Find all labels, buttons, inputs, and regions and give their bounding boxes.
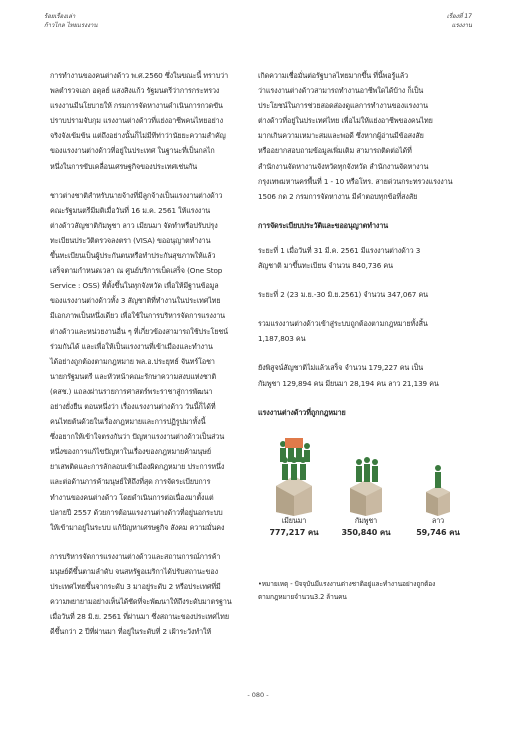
text-line: พลตำรวจเอก อดุลย์ แสงสิงแก้ว รัฐมนตรีว่าการกระทรวง — [50, 86, 220, 96]
text-line: หนึ่งในการขับเคลื่อนเศรษฐกิจของประเทศเช่นกัน — [50, 161, 198, 171]
text-line: และต่อด้านการค้ามนุษย์ให้ถึงที่สุด การจัดระเบียบการ — [50, 477, 211, 487]
figure-item-myanmar — [258, 428, 330, 578]
text-line: (คสช.) แถลงผ่านรายการศาสตร์พระราชาสู่การพัฒนา — [50, 386, 213, 396]
figure-value-laos: 59,746 คน — [416, 527, 460, 537]
text-line: ต่างด้าวสัญชาติกัมพูชา ลาว เมียนมา จัดทำหรือปรับปรุง — [50, 220, 218, 230]
figure-label-laos: ลาว — [431, 515, 445, 525]
figure-item-laos — [402, 428, 474, 578]
figure-label-myanmar: เมียนมา — [281, 515, 307, 525]
text-line: คนไทยต้นด้วยในเรื่องกฎหมายและการปฏิรูปมาทั้งนี้ — [50, 417, 206, 427]
text-line: ทะเบียนประวัติตรวจลงตรา (VISA) ขออนุญาตทำงาน — [50, 235, 211, 245]
text-line: กรุงเทพมหานครพื้นที่ 1 - 10 หรือโทร. สายด่วนกระทรวงแรงงาน — [258, 176, 453, 186]
text-line: สำนักงานจัดหางานจังหวัดทุกจังหวัด สำนักงานจัดหางาน — [258, 161, 429, 171]
text-line: ของแรงงานต่างด้าวที่อยู่ในประเทศ ในฐานะที่เป็นกลไก — [50, 146, 215, 156]
header-chapter-title: แรงงาน — [451, 21, 472, 29]
left-column — [50, 68, 260, 653]
text-line: ยาเสพติดและการลักลอบเข้าเมืองผิดกฎหมาย ประการหนึ่ง — [50, 462, 225, 472]
text-line: ร่วมกันได้ และเพื่อให้เป็นแรงงานที่เข้าเมืองและทำงาน — [50, 341, 213, 351]
footnote — [258, 578, 468, 604]
section-title: การจัดระเบียบประวัติและขออนุญาตทำงาน — [258, 220, 389, 230]
text-line: ตามกฎหมายจำนวน3.2 ล้านคน — [258, 592, 347, 601]
text-line: ประโยชน์ในการช่วยสอดส่องดูแลการทำงานของแรงงาน — [258, 101, 428, 111]
workers-on-box-illustration — [258, 428, 330, 516]
text-line: ต่างด้าวและหน่วยงานอื่น ๆ ที่เกี่ยวข้องสามารถใช้ประโยชน์ — [50, 326, 228, 336]
text-line: อย่างยั่งยืน ตอนหนึ่งว่า เรื่องแรงงานต่างด้าว วันนี้ก็ได้ที่ — [50, 401, 216, 411]
text-line: ว่าแรงงานต่างด้าวสามารถทำงานอาชีพใดได้บ้าง ก็เป็น — [258, 86, 424, 96]
text-line: เมื่อวันที่ 28 มิ.ย. 2561 ที่ผ่านมา ซึ่งสถานะของประเทศไทย — [50, 612, 229, 622]
page-number: - 080 - — [247, 691, 269, 699]
text-line: ปราบปรามจับกุม แรงงานต่างด้าวที่แย่งอาชีพคนไทยอย่าง — [50, 116, 223, 126]
header-book-title: ร้อยเรื่องเล่า — [44, 13, 76, 20]
text-line: ปลายปี 2557 ด้วยการต้อนแรงงานต่างด้าวที่อยู่นอกระบบ — [50, 507, 223, 517]
text-line: แรงงานมีนโยบายให้ กรมการจัดหางานดำเนินการกวดขัน — [50, 101, 223, 111]
phase-2-text — [258, 287, 468, 302]
text-line: กัมพูชา 129,894 คน มียนมา 28,194 คน ลาว 21,139 คน — [258, 378, 439, 388]
text-line: รวมแรงงานต่างด้าวเข้าสู่ระบบถูกต้องตามกฎหมายทั้งสิ้น — [258, 319, 428, 329]
text-line: หรืออยากสอบถามข้อมูลเพิ่มเติม สามารถติดต่อได้ที่ — [258, 146, 412, 156]
text-line: ระยะที่ 1 เมื่อวันที่ 31 มี.ค. 2561 มีแรงงานต่างด้าว 3 — [258, 245, 421, 255]
right-column — [258, 68, 468, 604]
text-line: 1,187,803 คน — [258, 334, 306, 344]
text-line: ยังพิสูจน์สัญชาติไม่แล้วเสร็จ จำนวน 179,227 คน เป็น — [258, 363, 424, 373]
text-line: คณะรัฐมนตรีมีมติเมื่อวันที่ 16 ม.ค. 2561 ให้แรงงาน — [50, 205, 211, 215]
text-line: มีเอกภาพเป็นหนึ่งเดียว เพื่อใช้ในการบริหารจัดการแรงงาน — [50, 311, 225, 321]
text-line: ความพยายามอย่างเห็นได้ชัดที่จะพัฒนาให้ถึงระดับมาตรฐาน — [50, 597, 232, 607]
figure-value-cambodia: 350,840 คน — [341, 527, 391, 537]
text-line: เสร็จตามกำหนดเวลา ณ ศูนย์บริการเบ็ดเสร็จ (One Stop — [50, 266, 223, 276]
remaining-text — [258, 360, 468, 390]
figure-value-myanmar: 777,217 คน — [269, 527, 319, 537]
text-line: ทำงานของคนต่างด้าว โดยดำเนินการต่อเนื่องมาตั้งแต่ — [50, 492, 214, 502]
text-line: จริงจังเข้มข้น แต่ถึงอย่างนั้นก็ไม่มีทีท่าว่านัยยะความสำคัญ — [50, 131, 226, 141]
total-text — [258, 316, 468, 346]
workers-figure — [258, 428, 473, 578]
worker-on-box-illustration — [402, 428, 474, 516]
running-header-right — [447, 13, 472, 30]
text-line: ประเทศไทยขึ้นจากระดับ 3 มาอยู่ระดับ 2 หรือประเทศที่มี — [50, 582, 221, 591]
text-line: ชาวต่างชาติสำหรับนายจ้างที่มีลูกจ้างเป็นแรงงานต่างด้าว — [50, 190, 223, 200]
left-paragraph-3 — [50, 549, 260, 640]
text-line: ต่างด้าวที่อยู่ในประเทศไทย เพื่อไม่ให้แย่งอาชีพของคนไทย — [258, 116, 433, 126]
text-line: มากเกินความเหมาะสมและพอดี ซึ่งหากผู้อ่านมีข้อสงสัย — [258, 131, 424, 141]
text-line: เกิดความเชื่อมั่นต่อรัฐบาลไทยมากขึ้น ที่นี้พอรู้แล้ว — [258, 71, 409, 80]
text-line: ซึ่งอยากให้เข้าใจตรงกันว่า ปัญหาแรงงานต่างด้าวเป็นส่วน — [50, 432, 225, 442]
text-line: •หมายเหตุ - ปัจจุบันมีแรงงานต่างชาติอยู่และทำงานอย่างถูกต้อง — [258, 579, 436, 588]
running-header-left — [44, 13, 98, 30]
text-line: 1506 กด 2 กรมการจัดหางาน มีคำตอบทุกข้อที่สงสัย — [258, 191, 418, 201]
text-line: Service : OSS) ที่ตั้งขึ้นในทุกจังหวัด เพื่อให้มีฐานข้อมูล — [50, 281, 219, 291]
text-line: ได้อย่างถูกต้องตามกฎหมาย พล.อ.ประยุทธ์ จันทร์โอชา — [50, 356, 215, 366]
text-line: มนุษย์ดีขึ้นตามลำดับ จนสหรัฐอเมริกาได้ปรับสถานะของ — [50, 566, 218, 576]
text-line: นายกรัฐมนตรี และหัวหน้าคณะรักษาความสงบแห่งชาติ — [50, 371, 217, 381]
header-book-subtitle: ก้าวไกล ไทยแรงงาน — [44, 21, 98, 29]
figure-title: แรงงานต่างด้าวที่ถูกกฎหมาย — [258, 407, 346, 417]
text-line: ของแรงงานต่างด้าวทั้ง 3 สัญชาติที่ทำงานในประเทศไทย — [50, 296, 221, 306]
text-line: ดีขึ้นกว่า 2 ปีที่ผ่านมา ที่อยู่ในระดับที่ 2 เฝ้าระวังทำให้ — [50, 627, 212, 637]
left-paragraph-2 — [50, 188, 260, 535]
left-paragraph-1 — [50, 68, 260, 174]
text-line: การทำงานของคนต่างด้าว พ.ศ.2560 ซึ่งในขณะนี้ ทราบว่า — [50, 71, 229, 80]
text-line: ให้เข้ามาอยู่ในระบบ แก้ปัญหาเศรษฐกิจ สังคม ความมั่นคง — [50, 522, 225, 532]
figure-label-cambodia: กัมพูชา — [354, 515, 378, 525]
text-line: การบริหารจัดการแรงงานต่างด้าวและสถานการณ์การค้า — [50, 551, 221, 561]
text-line: ระยะที่ 2 (23 ม.ย.-30 มิ.ย.2561) จำนวน 347,067 คน — [258, 290, 428, 300]
phase-1-text — [258, 243, 468, 273]
workers-on-box-illustration — [330, 428, 402, 516]
text-line: สัญชาติ มาขึ้นทะเบียน จำนวน 840,736 คน — [258, 261, 393, 271]
text-line: ขึ้นทะเบียนเป็นผู้ประกันตนหรือทำประกันสุขภาพให้แล้ว — [50, 251, 216, 261]
header-chapter-number: เรื่องที่ 17 — [446, 13, 472, 20]
text-line: หนึ่งของการแก้ไขปัญหาในเรื่องของกฎหมายค้ามนุษย์ — [50, 447, 211, 457]
right-paragraph-1 — [258, 68, 468, 204]
figure-item-cambodia — [330, 428, 402, 578]
